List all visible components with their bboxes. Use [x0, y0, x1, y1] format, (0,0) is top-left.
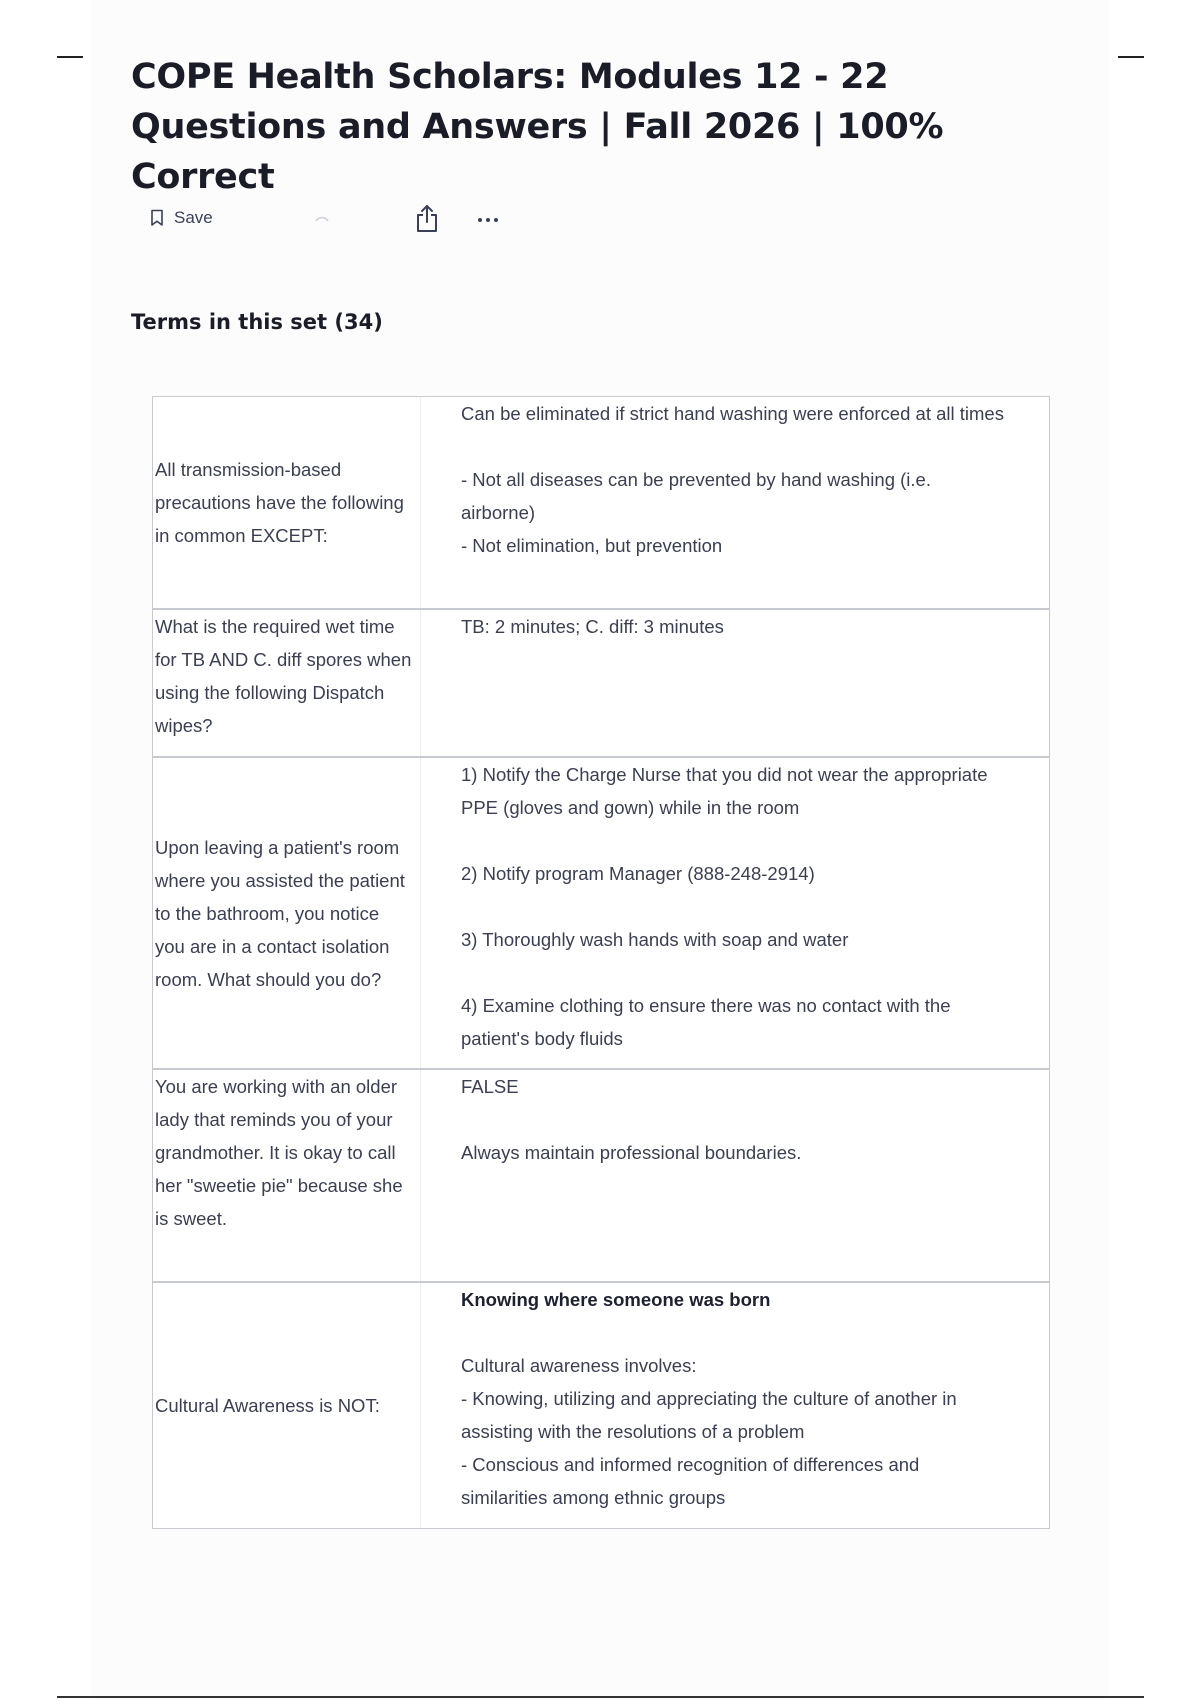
term-cell: You are working with an older lady that reminds you of your grandmother. It is okay to call her "sweetie pie" because she is sweet. — [153, 1070, 421, 1281]
definition-line: Cultural awareness involves: — [461, 1355, 697, 1376]
table-row — [153, 610, 1049, 758]
definition-line: - Knowing, utilizing and appreciating the culture of another in assisting with the resolutions of a problem — [461, 1388, 962, 1442]
definition-line: - Not elimination, but prevention — [461, 535, 723, 556]
page-title: COPE Health Scholars: Modules 12 - 22 Questions and Answers | Fall 2026 | 100% Correct — [131, 57, 944, 197]
definition-line: Can be eliminated if strict hand washing were enforced at all times — [461, 403, 1004, 424]
term-cell: Cultural Awareness is NOT: — [153, 1283, 421, 1528]
save-button[interactable] — [150, 208, 213, 228]
definition-line: 2) Notify program Manager (888-248-2914) — [461, 863, 815, 884]
corner-crop-mark-left — [57, 56, 83, 58]
definition-line: TB: 2 minutes; C. diff: 3 minutes — [461, 616, 724, 637]
definition-cell — [421, 610, 1049, 756]
terms-table — [152, 396, 1050, 1529]
table-row — [153, 397, 1049, 610]
definition-line — [461, 890, 1009, 923]
loading-spinner-icon — [313, 208, 331, 227]
term-cell: What is the required wet time for TB AND C. diff spores when using the following Dispatch wipes? — [153, 610, 421, 756]
definition-cell — [421, 758, 1049, 1068]
bottom-rule — [57, 1696, 1144, 1698]
definition-line — [461, 430, 1009, 463]
definition-line: Always maintain professional boundaries. — [461, 1142, 802, 1163]
table-row — [153, 758, 1049, 1070]
definition-line: 1) Notify the Charge Nurse that you did not wear the appropriate PPE (gloves and gown) while in the room — [461, 764, 993, 818]
definition-answer: Knowing where someone was born — [461, 1289, 771, 1310]
definition-line — [461, 1103, 1009, 1136]
definition-line: 4) Examine clothing to ensure there was no contact with the patient's body fluids — [461, 995, 956, 1049]
definition-cell — [421, 1283, 1049, 1528]
definition-line: - Not all diseases can be prevented by hand washing (i.e. airborne) — [461, 469, 937, 523]
table-row — [153, 1070, 1049, 1283]
definition-line — [461, 824, 1009, 857]
more-horizontal-icon[interactable] — [475, 204, 505, 234]
definition-line — [461, 956, 1009, 989]
term-cell: All transmission-based precautions have the following in common EXCEPT: — [153, 397, 421, 608]
definition-line: - Conscious and informed recognition of differences and similarities among ethnic groups — [461, 1454, 925, 1508]
bookmark-icon — [150, 209, 164, 227]
definition-line: 3) Thoroughly wash hands with soap and water — [461, 929, 849, 950]
definition-line — [461, 1316, 1009, 1349]
share-icon[interactable] — [415, 204, 439, 238]
table-row — [153, 1283, 1049, 1528]
definition-cell — [421, 1070, 1049, 1281]
definition-cell — [421, 397, 1049, 608]
corner-crop-mark-right — [1118, 56, 1144, 58]
definition-line: FALSE — [461, 1076, 519, 1097]
terms-heading: Terms in this set (34) — [131, 310, 383, 334]
toolbar — [150, 204, 550, 240]
save-label: Save — [174, 208, 213, 227]
term-cell: Upon leaving a patient's room where you assisted the patient to the bathroom, you notice you are in a contact isolation room. What should you do? — [153, 758, 421, 1068]
